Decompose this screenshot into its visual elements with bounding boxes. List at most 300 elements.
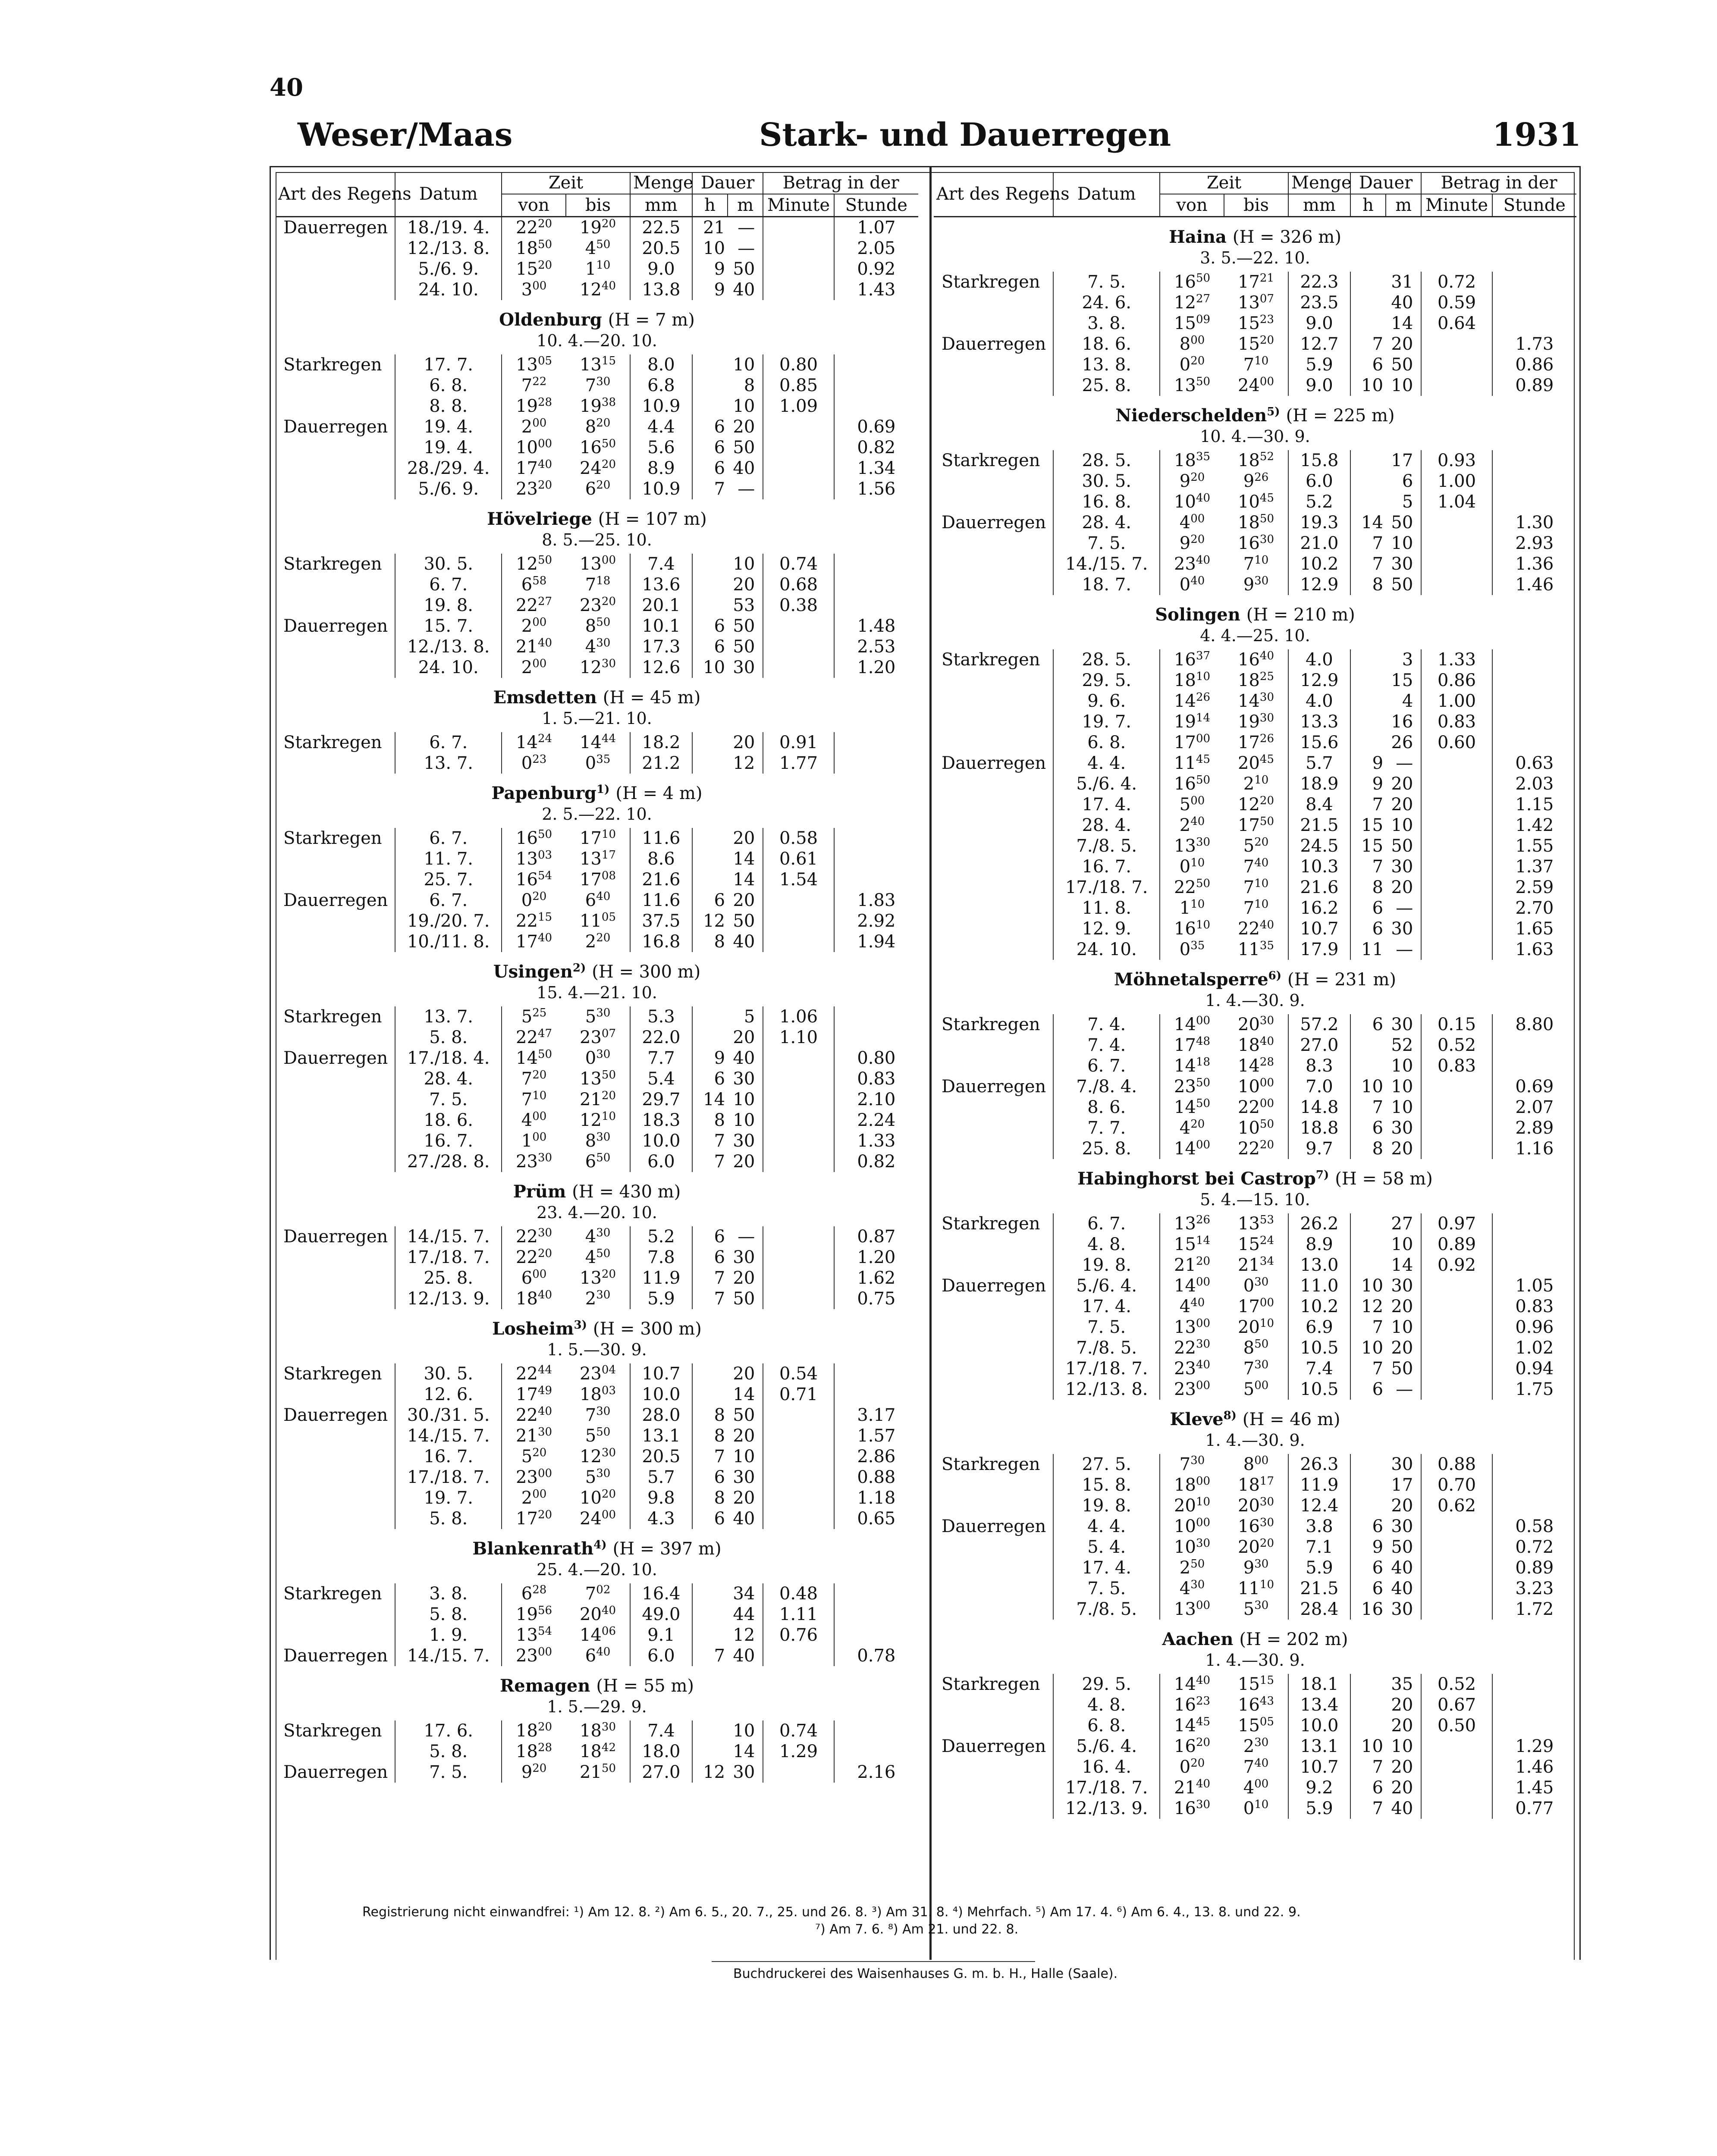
station-period-text: 1. 4.—30. 9. — [1205, 991, 1305, 1010]
cell-datum: 27./28. 8. — [395, 1151, 502, 1172]
table-row — [934, 1495, 1576, 1516]
cell-bis: $17^{26}$ — [1238, 732, 1274, 752]
cell-von: $19^{14}$ — [1160, 711, 1224, 732]
cell-stunde — [1492, 292, 1576, 313]
cell-datum: 29. 5. — [1053, 1674, 1160, 1695]
table-row — [276, 259, 918, 279]
cell-von-minutes: 40 — [537, 1405, 552, 1418]
cell-minute — [1421, 1757, 1492, 1777]
cell-menge: 10.1 — [630, 616, 692, 636]
cell-stunde — [1492, 649, 1576, 670]
cell-von-minutes: 50 — [1196, 375, 1211, 388]
cell-von-minutes: 00 — [1196, 1014, 1211, 1027]
cell-minute — [1421, 533, 1492, 554]
station-period-text: 15. 4.—21. 10. — [537, 983, 657, 1002]
cell-minute — [1421, 354, 1492, 375]
cell-art: Starkregen — [942, 1454, 1040, 1474]
cell-menge: 13.3 — [1288, 711, 1350, 732]
cell-von: $10^{30}$ — [1160, 1537, 1224, 1557]
station-period-text: 25. 4.—20. 10. — [537, 1560, 657, 1579]
table-row — [276, 1006, 918, 1027]
cell-minute — [763, 1405, 834, 1426]
cell-minute: 0.76 — [763, 1625, 834, 1645]
cell-stunde — [1492, 691, 1576, 711]
cell-menge: 21.0 — [1288, 533, 1350, 554]
cell-menge: 26.2 — [1288, 1213, 1350, 1234]
cell-dauer-h: 10 — [692, 657, 728, 678]
station-header — [934, 396, 1576, 426]
cell-von-minutes: 40 — [1196, 554, 1211, 567]
cell-dauer-m: 20 — [733, 575, 755, 595]
table-row — [276, 1508, 918, 1529]
cell-von: $13^{26}$ — [1160, 1213, 1224, 1234]
cell-dauer-m: 26 — [1391, 733, 1413, 752]
cell-dauer-h — [1350, 1056, 1386, 1076]
cell-menge: 20.1 — [630, 595, 692, 616]
cell-datum: 7./8. 5. — [1053, 1599, 1160, 1620]
cell-bis: $18^{50}$ — [1238, 512, 1274, 533]
cell-datum: 16. 7. — [395, 1446, 502, 1467]
table-row — [934, 512, 1576, 533]
cell-bis-minutes: 06 — [601, 1625, 616, 1638]
cell-bis-minutes: 10 — [1254, 898, 1269, 911]
station-name-text: Remagen — [500, 1676, 590, 1696]
cell-datum: 5. 4. — [1053, 1537, 1160, 1557]
cell-datum: 6. 7. — [395, 828, 502, 849]
cell-von-minutes: 40 — [1190, 574, 1205, 587]
cell-von: $16^{20}$ — [1160, 1736, 1224, 1757]
cell-datum: 24. 10. — [395, 657, 502, 678]
cell-dauer-h — [1350, 492, 1386, 512]
cell-dauer-h: 7 — [1350, 1798, 1386, 1819]
cell-art — [934, 836, 1053, 856]
station-height: (H = 300 m) — [593, 1319, 702, 1339]
cell-dauer-h — [692, 595, 728, 616]
cell-menge: 9.8 — [630, 1488, 692, 1508]
cell-dauer-m: 20 — [1391, 1778, 1413, 1798]
cell-dauer-h: 14 — [1350, 512, 1386, 533]
cell-menge: 8.6 — [630, 849, 692, 869]
station-footnote-ref: 5) — [1267, 405, 1280, 418]
cell-dauer-h: 7 — [1350, 856, 1386, 877]
cell-menge: 10.7 — [630, 1363, 692, 1384]
left-rain-table — [276, 172, 918, 1783]
cell-bis: $0^{30}$ — [1243, 1275, 1269, 1296]
table-row — [276, 396, 918, 417]
cell-dauer-m: 50 — [1391, 513, 1413, 533]
cell-bis-minutes: 20 — [601, 458, 616, 471]
cell-minute — [1421, 1537, 1492, 1557]
table-row — [276, 657, 918, 678]
cell-bis: $10^{00}$ — [1238, 1076, 1274, 1097]
cell-bis-minutes: 00 — [1254, 1379, 1269, 1392]
cell-stunde: 0.69 — [1492, 1076, 1576, 1097]
cell-von-minutes: 48 — [1196, 1035, 1211, 1048]
cell-datum: 11. 8. — [1053, 898, 1160, 918]
cell-minute: 0.67 — [1421, 1695, 1492, 1715]
cell-dauer-h — [692, 1604, 728, 1625]
cell-von-minutes: 00 — [532, 1268, 547, 1281]
cell-dauer-h — [692, 732, 728, 753]
cell-menge: 5.3 — [630, 1006, 692, 1027]
cell-bis-minutes: 30 — [1259, 1014, 1274, 1027]
cell-datum: 6. 8. — [395, 375, 502, 396]
cell-art: Dauerregen — [942, 334, 1046, 354]
page-title: Stark- und Dauerregen — [759, 116, 1171, 154]
cell-bis-minutes: 40 — [1259, 649, 1274, 662]
cell-von: $7^{10}$ — [502, 1089, 566, 1110]
cell-dauer-h: 6 — [692, 890, 728, 911]
table-row — [934, 450, 1576, 471]
cell-stunde: 2.03 — [1492, 774, 1576, 794]
cell-von: $4^{00}$ — [1160, 512, 1224, 533]
cell-bis: $19^{30}$ — [1238, 711, 1274, 732]
cell-menge: 13.4 — [1288, 1695, 1350, 1715]
cell-von: $0^{20}$ — [502, 890, 566, 911]
cell-datum: 17./18. 7. — [395, 1247, 502, 1268]
cell-von-minutes: 35 — [1190, 939, 1205, 952]
cell-stunde: 0.89 — [1492, 375, 1576, 396]
cell-dauer-m: 34 — [733, 1584, 755, 1604]
table-row — [934, 1757, 1576, 1777]
cell-von-minutes: 50 — [1196, 1097, 1211, 1110]
cell-art — [934, 1715, 1053, 1736]
table-row — [276, 1048, 918, 1069]
table-row — [934, 1358, 1576, 1379]
cell-menge: 9.0 — [1288, 375, 1350, 396]
cell-datum: 24. 10. — [395, 279, 502, 300]
cell-datum: 5./6. 4. — [1053, 774, 1160, 794]
year-header: 1931 — [1492, 116, 1581, 154]
cell-von-minutes: 37 — [1196, 649, 1211, 662]
cell-dauer-m: 40 — [733, 1646, 755, 1666]
cell-art — [276, 1384, 395, 1405]
cell-bis-minutes: 30 — [601, 1446, 616, 1459]
cell-bis: $19^{38}$ — [580, 396, 616, 416]
cell-dauer-m: 20 — [733, 828, 755, 848]
cell-datum: 7. 5. — [1053, 1578, 1160, 1599]
cell-bis-minutes: 30 — [596, 1405, 611, 1418]
table-row — [934, 1138, 1576, 1159]
cell-dauer-h: 6 — [692, 458, 728, 479]
cell-bis-minutes: 00 — [1259, 375, 1274, 388]
cell-bis-minutes: 26 — [1259, 732, 1274, 745]
station-name-text: Haina — [1169, 227, 1227, 247]
cell-dauer-h: 7 — [1350, 1097, 1386, 1118]
cell-von-minutes: 40 — [1196, 1777, 1211, 1790]
cell-art: Dauerregen — [283, 417, 388, 437]
table-row — [934, 1736, 1576, 1757]
station-name — [934, 217, 1576, 248]
cell-dauer-m: 50 — [733, 911, 755, 931]
cell-bis: $0^{30}$ — [585, 1048, 611, 1068]
cell-minute — [1421, 856, 1492, 877]
cell-datum: 7. 4. — [1053, 1014, 1160, 1035]
cell-menge: 13.1 — [1288, 1736, 1350, 1757]
cell-stunde: 0.78 — [834, 1645, 918, 1666]
cell-von: $15^{20}$ — [502, 259, 566, 279]
cell-minute — [1421, 334, 1492, 354]
cell-bis-minutes: 15 — [601, 354, 616, 367]
cell-dauer-m: 30 — [1391, 1454, 1413, 1474]
table-row — [934, 375, 1576, 396]
table-row — [934, 1715, 1576, 1736]
cell-menge: 7.4 — [630, 554, 692, 574]
cell-von-minutes: 47 — [537, 1027, 552, 1040]
cell-minute — [1421, 1118, 1492, 1138]
cell-bis-minutes: 30 — [1259, 1495, 1274, 1508]
cell-dauer-m: 10 — [1391, 815, 1413, 835]
cell-stunde: 2.86 — [834, 1446, 918, 1467]
cell-art — [934, 1537, 1053, 1557]
cell-dauer-m: — — [1396, 940, 1413, 959]
cell-menge: 18.9 — [1288, 774, 1350, 794]
cell-bis: $23^{20}$ — [580, 595, 616, 615]
cell-von: $13^{00}$ — [1160, 1317, 1224, 1338]
cell-dauer-h: 9 — [1350, 1537, 1386, 1557]
cell-menge: 5.7 — [1288, 753, 1350, 774]
cell-minute — [763, 931, 834, 952]
cell-minute: 1.09 — [763, 396, 834, 417]
station-period — [934, 1189, 1576, 1213]
cell-bis: $18^{42}$ — [580, 1741, 616, 1761]
cell-minute — [763, 1762, 834, 1783]
cell-stunde: 0.65 — [834, 1508, 918, 1529]
cell-bis: $7^{18}$ — [585, 574, 611, 595]
cell-stunde: 2.05 — [834, 238, 918, 259]
cell-von: $13^{50}$ — [1160, 375, 1224, 396]
cell-stunde: 1.46 — [1492, 574, 1576, 595]
cell-dauer-h: 9 — [1350, 753, 1386, 774]
cell-dauer-m: 14 — [733, 1385, 755, 1404]
right-table-panel — [934, 172, 1576, 1819]
cell-von-minutes: 50 — [537, 828, 552, 841]
cell-dauer-m: 10 — [1391, 1736, 1413, 1756]
col-header-zeit: Zeit — [502, 172, 630, 194]
cell-von: $14^{26}$ — [1160, 691, 1224, 711]
cell-menge: 10.5 — [1288, 1338, 1350, 1358]
cell-art: Starkregen — [283, 1007, 382, 1027]
cell-von: $18^{00}$ — [1160, 1475, 1224, 1495]
cell-von-minutes: 27 — [537, 595, 552, 608]
station-header — [934, 960, 1576, 990]
cell-art — [276, 595, 395, 616]
table-row — [276, 732, 918, 753]
cell-menge: 10.7 — [1288, 918, 1350, 939]
cell-minute — [763, 238, 834, 259]
cell-dauer-m: 53 — [733, 595, 755, 615]
cell-minute — [763, 890, 834, 911]
cell-dauer-h — [1350, 1213, 1386, 1234]
cell-bis-minutes: 40 — [1259, 1035, 1274, 1048]
cell-menge: 12.9 — [1288, 574, 1350, 595]
cell-dauer-m: 30 — [1391, 857, 1413, 877]
cell-minute: 1.06 — [763, 1006, 834, 1027]
cell-menge: 9.0 — [630, 259, 692, 279]
cell-dauer-m: 14 — [733, 1742, 755, 1761]
cell-datum: 17. 6. — [395, 1720, 502, 1741]
table-row — [276, 828, 918, 849]
cell-bis-minutes: 00 — [1259, 1097, 1274, 1110]
cell-minute — [763, 458, 834, 479]
cell-art — [934, 1035, 1053, 1056]
cell-bis-minutes: 10 — [601, 1110, 616, 1123]
cell-bis-minutes: 10 — [1254, 554, 1269, 567]
cell-dauer-h: 16 — [1350, 1599, 1386, 1620]
cell-dauer-h: 6 — [692, 417, 728, 437]
cell-dauer-h — [692, 869, 728, 890]
cell-datum: 16. 7. — [1053, 856, 1160, 877]
station-footnote-ref: 8) — [1223, 1409, 1237, 1422]
cell-bis-minutes: 50 — [601, 437, 616, 450]
table-row — [934, 836, 1576, 856]
cell-bis: $14^{44}$ — [580, 732, 616, 752]
cell-minute — [763, 1089, 834, 1110]
cell-art — [934, 1338, 1053, 1358]
cell-von-minutes: 10 — [1196, 1495, 1211, 1508]
table-row — [934, 1695, 1576, 1715]
cell-menge: 24.5 — [1288, 836, 1350, 856]
cell-von-minutes: 23 — [532, 753, 547, 766]
cell-dauer-h: 7 — [692, 1645, 728, 1666]
cell-art — [934, 1757, 1053, 1777]
cell-bis: $9^{26}$ — [1243, 471, 1269, 491]
cell-menge: 8.9 — [1288, 1234, 1350, 1255]
cell-dauer-m: 20 — [1391, 1695, 1413, 1715]
cell-bis: $18^{25}$ — [1238, 670, 1274, 690]
cell-menge: 10.9 — [630, 479, 692, 499]
cell-stunde: 1.62 — [834, 1268, 918, 1288]
cell-menge: 21.2 — [630, 753, 692, 774]
cell-stunde: 8.80 — [1492, 1014, 1576, 1035]
cell-datum: 19. 8. — [1053, 1255, 1160, 1275]
cell-von-minutes: 20 — [532, 890, 547, 903]
cell-art: Dauerregen — [283, 218, 388, 238]
cell-menge: 49.0 — [630, 1604, 692, 1625]
cell-art: Starkregen — [283, 733, 382, 752]
cell-von-minutes: 05 — [537, 354, 552, 367]
cell-von-minutes: 40 — [1196, 1358, 1211, 1371]
cell-dauer-h: 9 — [1350, 774, 1386, 794]
station-name — [276, 300, 918, 330]
cell-art — [934, 1475, 1053, 1495]
cell-minute: 0.72 — [1421, 272, 1492, 292]
table-row — [934, 732, 1576, 753]
cell-dauer-m: 30 — [733, 1467, 755, 1487]
cell-art: Dauerregen — [283, 616, 388, 636]
cell-dauer-m: 50 — [1391, 1537, 1413, 1557]
cell-art: Starkregen — [942, 1674, 1040, 1694]
cell-dauer-h: 7 — [692, 1268, 728, 1288]
table-row — [934, 1475, 1576, 1495]
cell-minute: 0.71 — [763, 1384, 834, 1405]
cell-datum: 12./13. 8. — [1053, 1379, 1160, 1400]
cell-menge: 23.5 — [1288, 292, 1350, 313]
cell-von: $16^{50}$ — [1160, 272, 1224, 292]
cell-minute — [763, 217, 834, 238]
cell-menge: 7.0 — [1288, 1076, 1350, 1097]
cell-dauer-h — [692, 1027, 728, 1048]
cell-von: $22^{27}$ — [502, 595, 566, 616]
cell-minute: 0.83 — [1421, 711, 1492, 732]
table-row — [934, 877, 1576, 898]
cell-dauer-m: 14 — [1391, 1255, 1413, 1275]
table-row — [934, 939, 1576, 960]
table-row — [934, 649, 1576, 670]
cell-stunde — [834, 595, 918, 616]
cell-dauer-h: 7 — [1350, 334, 1386, 354]
cell-dauer-m: 50 — [733, 438, 755, 458]
cell-art — [934, 1379, 1053, 1400]
cell-art: Dauerregen — [942, 1517, 1046, 1536]
cell-bis-minutes: 20 — [1259, 1138, 1274, 1151]
cell-stunde — [1492, 1234, 1576, 1255]
cell-bis: $13^{17}$ — [580, 849, 616, 869]
cell-dauer-h — [1350, 292, 1386, 313]
cell-von: $8^{00}$ — [1160, 334, 1224, 354]
station-header — [276, 1309, 918, 1339]
cell-stunde: 1.63 — [1492, 939, 1576, 960]
cell-von: $17^{48}$ — [1160, 1035, 1224, 1056]
cell-von-minutes: 23 — [1196, 1695, 1211, 1708]
table-row — [934, 774, 1576, 794]
cell-bis: $7^{30}$ — [585, 375, 611, 395]
table-row — [276, 616, 918, 636]
cell-von-minutes: 20 — [537, 1247, 552, 1260]
col-header-stunde: Stunde — [1492, 194, 1576, 217]
station-footnote-ref: 7) — [1315, 1169, 1329, 1181]
cell-stunde: 0.92 — [834, 259, 918, 279]
cell-dauer-m: 30 — [1391, 1118, 1413, 1138]
cell-dauer-m: 30 — [733, 1247, 755, 1267]
station-name-text: Prüm — [513, 1181, 566, 1202]
table-row — [934, 898, 1576, 918]
cell-dauer-m: 40 — [733, 280, 755, 300]
cell-dauer-h: 7 — [1350, 554, 1386, 574]
station-period-text: 4. 4.—25. 10. — [1200, 626, 1310, 645]
cell-von-minutes: 30 — [1196, 1338, 1211, 1351]
cell-bis: $7^{40}$ — [1243, 1757, 1269, 1777]
cell-minute — [763, 616, 834, 636]
cell-dauer-m: 30 — [733, 658, 755, 677]
cell-dauer-m: 20 — [733, 1426, 755, 1446]
station-name-text: Blankenrath — [472, 1539, 594, 1559]
cell-dauer-m: 20 — [1391, 1757, 1413, 1777]
cell-menge: 6.0 — [1288, 471, 1350, 492]
cell-dauer-m: 50 — [1391, 836, 1413, 856]
cell-bis: $15^{20}$ — [1238, 334, 1274, 354]
cell-von: $14^{00}$ — [1160, 1275, 1224, 1296]
cell-minute: 1.29 — [763, 1741, 834, 1762]
table-row — [276, 437, 918, 458]
cell-bis-minutes: 10 — [1254, 774, 1269, 787]
cell-bis: $17^{10}$ — [580, 828, 616, 848]
station-height: (H = 107 m) — [598, 509, 707, 529]
cell-bis: $4^{30}$ — [585, 1226, 611, 1247]
cell-von-minutes: 58 — [532, 574, 547, 587]
cell-stunde — [834, 1741, 918, 1762]
station-period-text: 23. 4.—20. 10. — [537, 1203, 657, 1222]
cell-minute: 1.77 — [763, 753, 834, 774]
cell-von: $0^{40}$ — [1160, 574, 1224, 595]
cell-minute: 0.93 — [1421, 450, 1492, 471]
cell-dauer-m: 31 — [1391, 272, 1413, 292]
cell-bis: $7^{30}$ — [585, 1405, 611, 1425]
cell-bis: $17^{00}$ — [1238, 1296, 1274, 1316]
cell-stunde: 1.18 — [834, 1488, 918, 1508]
cell-dauer-h: 6 — [1350, 1578, 1386, 1599]
cell-von: $4^{00}$ — [502, 1110, 566, 1131]
